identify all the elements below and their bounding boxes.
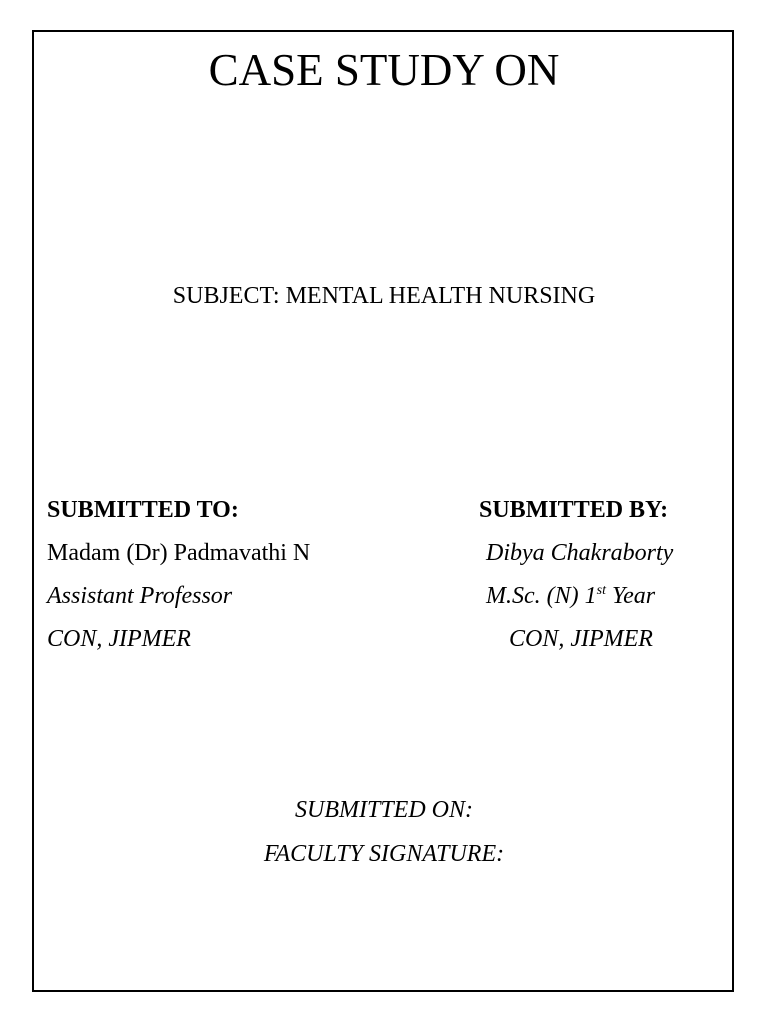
submitted-to-heading: SUBMITTED TO: — [47, 497, 239, 523]
document-subject: SUBJECT: MENTAL HEALTH NURSING — [172, 283, 596, 309]
submitted-by-course — [486, 580, 655, 612]
submitted-by-institution: CON, JIPMER — [509, 626, 653, 652]
faculty-signature-label: FACULTY SIGNATURE: — [263, 841, 505, 867]
submitted-to-name: Madam (Dr) Padmavathi N — [47, 540, 311, 566]
document-title: CASE STUDY ON — [208, 45, 560, 95]
submitted-to-institution: CON, JIPMER — [47, 626, 191, 652]
submitted-by-name: Dibya Chakraborty — [486, 540, 674, 566]
submitted-to-designation: Assistant Professor — [47, 583, 233, 609]
course-prefix: M.Sc. (N) 1 — [486, 583, 597, 609]
submitted-by-heading: SUBMITTED BY: — [479, 497, 669, 523]
submitted-on-label: SUBMITTED ON: — [295, 797, 473, 823]
course-ordinal-suffix: st — [596, 583, 606, 598]
course-suffix: Year — [605, 583, 656, 609]
